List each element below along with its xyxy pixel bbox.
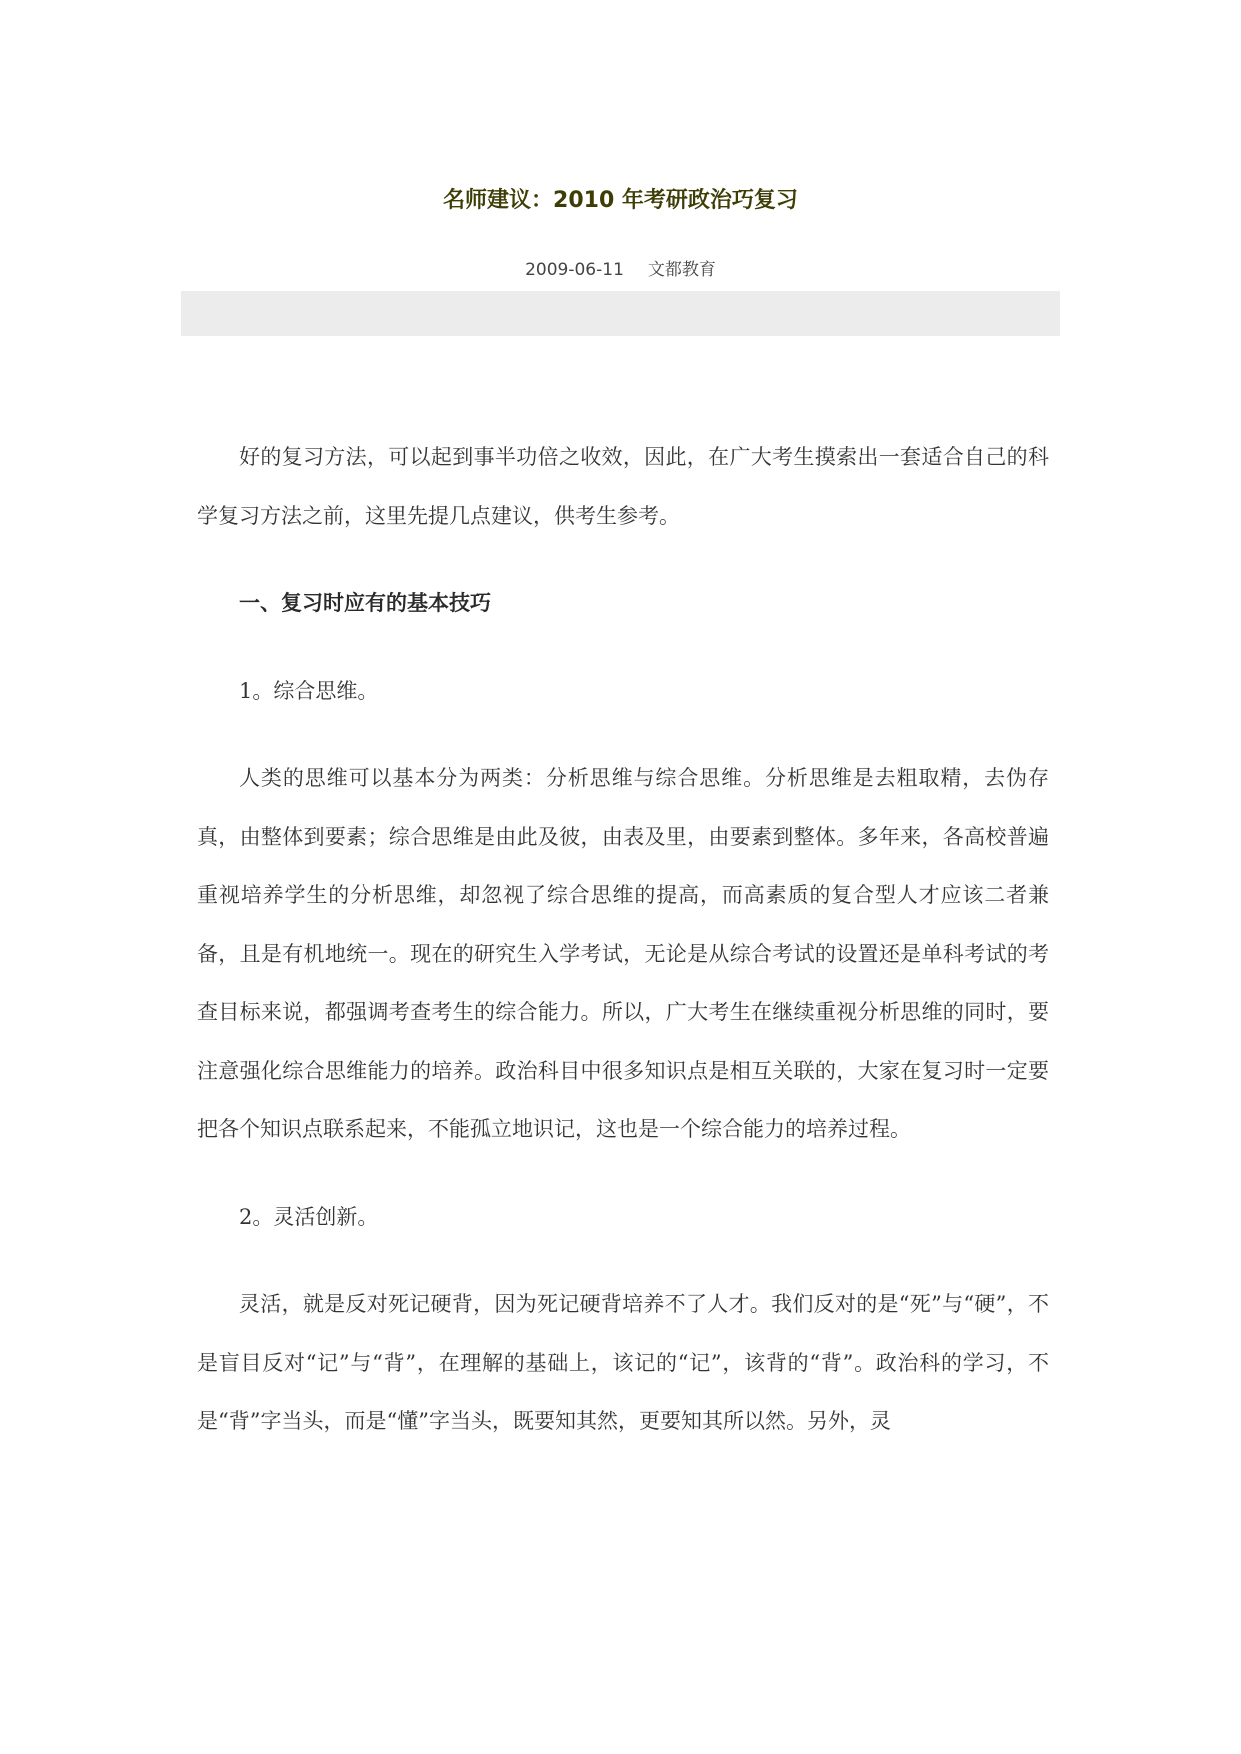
article-meta — [0, 258, 1241, 282]
article-title: 名师建议：2010 年考研政治巧复习 — [443, 188, 798, 213]
article-date: 2009-06-11 — [525, 260, 624, 280]
article-source: 文都教育 — [647, 260, 716, 280]
item-2-paragraph: 灵活，就是反对死记硬背，因为死记硬背培养不了人才。我们反对的是“死”与“硬”，不是盲目反对“记”与“背”，在理解的基础上，该记的“记”，该背的“背”。政治科的学习，不是“背”字当头，而是“懂”字当头，既要知其然，更要知其所以然。另外，灵 — [197, 1292, 1049, 1433]
paragraph-spacer — [197, 545, 1049, 574]
item-1-title: 1。综合思维。 — [239, 678, 379, 703]
item-2-title: 2。灵活创新。 — [239, 1204, 379, 1229]
paragraph-spacer — [197, 720, 1049, 749]
header-divider-bar — [181, 291, 1060, 336]
intro-paragraph: 好的复习方法，可以起到事半功倍之收效，因此，在广大考生摸索出一套适合自己的科学复习方法之前，这里先提几点建议，供考生参考。 — [197, 445, 1049, 528]
paragraph-spacer — [197, 1159, 1049, 1188]
paragraph-spacer — [197, 1246, 1049, 1275]
item-1-paragraph: 人类的思维可以基本分为两类：分析思维与综合思维。分析思维是去粗取精，去伪存真，由整体到要素；综合思维是由此及彼，由表及里，由要素到整体。多年来，各高校普遍重视培养学生的分析思维，却忽视了综合思维的提高，而高素质的复合型人才应该二者兼备，且是有机地统一。现在的研究生入学考试，无论是从综合考试的设置还是单科考试的考查目标来说，都强调考查考生的综合能力。所以，广大考生在继续重视分析思维的同时，要注意强化综合思维能力的培养。政治科目中很多知识点是相互关联的，大家在复习时一定要把各个知识点联系起来，不能孤立地识记，这也是一个综合能力的培养过程。 — [197, 766, 1049, 1141]
article-body — [197, 428, 1049, 1451]
section-heading: 一、复习时应有的基本技巧 — [239, 591, 491, 615]
paragraph-spacer — [197, 633, 1049, 662]
